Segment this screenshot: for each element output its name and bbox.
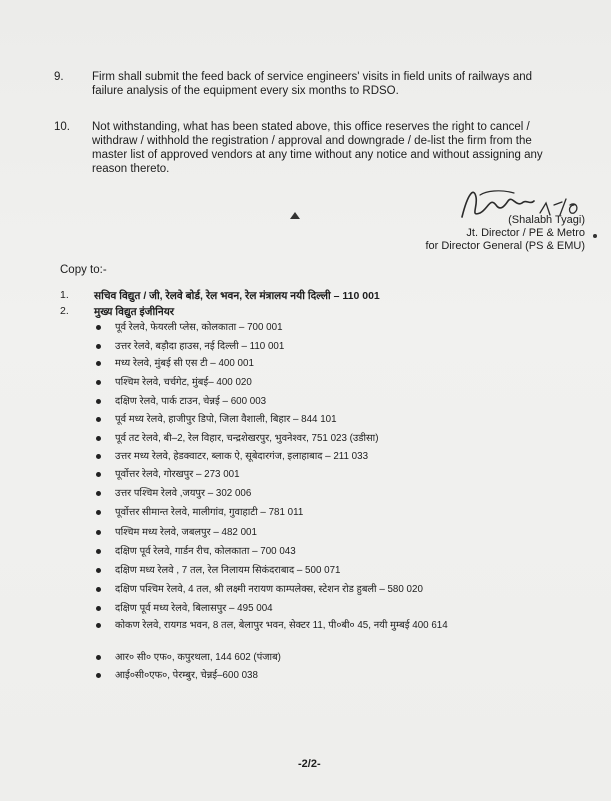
recipient-text: दक्षिण पश्चिम रेलवे, 4 तल, श्री लक्ष्मी नरायण काम्पलेक्स, स्टेशन रोड हुबली – 580 020: [115, 584, 423, 595]
recipient-text: पूर्व मध्य रेलवे, हाजीपुर डिपो, जिला वैशाली, बिहार – 844 101: [115, 414, 337, 425]
clause-number: 9.: [54, 71, 64, 83]
recipient-text: दक्षिण मध्य रेलवे , 7 तल, रेल निलायम सिकंदराबाद – 500 071: [115, 565, 341, 576]
recipient-text: पश्चिम मध्य रेलवे, जबलपुर – 482 001: [115, 527, 257, 538]
signatory-on-behalf: for Director General (PS & EMU): [425, 240, 585, 252]
bullet-icon: [96, 568, 101, 573]
recipient-text: आई०सी०एफ०, पेरम्बुर, चेन्नई–600 038: [115, 670, 258, 681]
signatory-designation: Jt. Director / PE & Metro: [466, 227, 585, 239]
bullet-icon: [96, 454, 101, 459]
bullet-icon: [96, 606, 101, 611]
ink-dot-icon: [592, 233, 598, 239]
copy-to-label: Copy to:-: [60, 264, 107, 276]
bullet-icon: [96, 417, 101, 422]
copy-item-number: 1.: [60, 289, 69, 301]
recipient-text: दक्षिण पूर्व मध्य रेलवे, बिलासपुर – 495 004: [115, 603, 273, 614]
bullet-icon: [96, 673, 101, 678]
recipient-text: आर० सी० एफ०, कपुरथला, 144 602 (पंजाब): [115, 652, 281, 663]
bullet-icon: [96, 325, 101, 330]
bullet-icon: [96, 361, 101, 366]
recipient-text: उत्तर रेलवे, बड़ौदा हाउस, नई दिल्ली – 110 001: [115, 341, 285, 352]
page-number: -2/2-: [298, 758, 321, 770]
recipient-text: दक्षिण रेलवे, पार्क टाउन, चेन्नई – 600 003: [115, 396, 267, 407]
bullet-icon: [96, 399, 101, 404]
recipient-text: पूर्व रेलवे, फेयरली प्लेस, कोलकाता – 700 001: [115, 322, 283, 333]
clause-text: Not withstanding, what has been stated above, this office reserves the right to cancel / withdraw / withhold the registration / approval and downgrade / de-list the firm from the master list of approved vendors at any time without any notice and without assigning any reason thereto.: [92, 121, 543, 175]
ink-speck-icon: [288, 210, 302, 222]
recipient-text: पूर्वोत्तर रेलवे, गोरखपुर – 273 001: [115, 469, 240, 480]
recipient-text: पश्चिम रेलवे, चर्चगेट, मुंबई– 400 020: [115, 377, 252, 388]
recipient-text: कोकण रेलवे, रायगड भवन, 8 तल, बेलापुर भवन, सेक्टर 11, पी०बी० 45, नयी मुम्बई 400 614: [115, 620, 448, 631]
recipient-text: उत्तर मध्य रेलवे, हेडक्वाटर, ब्लाक ऐ, सूबेदारगंज, इलाहाबाद – 211 033: [115, 451, 369, 462]
bullet-icon: [96, 655, 101, 660]
signatory-name: (Shalabh Tyagi): [508, 214, 585, 226]
copy-item-number: 2.: [60, 305, 69, 317]
bullet-icon: [96, 472, 101, 477]
bullet-icon: [96, 380, 101, 385]
bullet-icon: [96, 587, 101, 592]
clause-text: Firm shall submit the feed back of service engineers' visits in field units of railways and failure analysis of the equipment every six months to RDSO.: [92, 71, 533, 97]
bullet-icon: [96, 510, 101, 515]
clause-number: 10.: [54, 121, 70, 133]
bullet-icon: [96, 530, 101, 535]
bullet-icon: [96, 623, 101, 628]
recipient-text: उत्तर पश्चिम रेलवे ,जयपुर – 302 006: [115, 488, 252, 499]
recipient-text: मध्य रेलवे, मुंबई सी एस टी – 400 001: [115, 358, 254, 369]
recipient-text: पूर्वोत्तर सीमान्त रेलवे, मालीगांव, गुवाहाटी – 781 011: [115, 507, 304, 518]
copy-item-text: सचिव विद्युत / जी, रेलवे बोर्ड, रेल भवन, रेल मंत्रालय नयी दिल्ली – 110 001: [94, 290, 380, 302]
recipient-text: पूर्व तट रेलवे, बी–2, रेल विहार, चन्द्रशेखरपुर, भुवनेश्वर, 751 023 (उडीसा): [115, 433, 379, 444]
bullet-icon: [96, 491, 101, 496]
copy-item-text: मुख्य विद्युत इंजीनियर: [94, 306, 175, 318]
bullet-icon: [96, 436, 101, 441]
recipient-text: दक्षिण पूर्व रेलवे, गार्डन रीच, कोलकाता – 700 043: [115, 546, 296, 557]
bullet-icon: [96, 344, 101, 349]
bullet-icon: [96, 549, 101, 554]
signature-block: [385, 214, 585, 253]
